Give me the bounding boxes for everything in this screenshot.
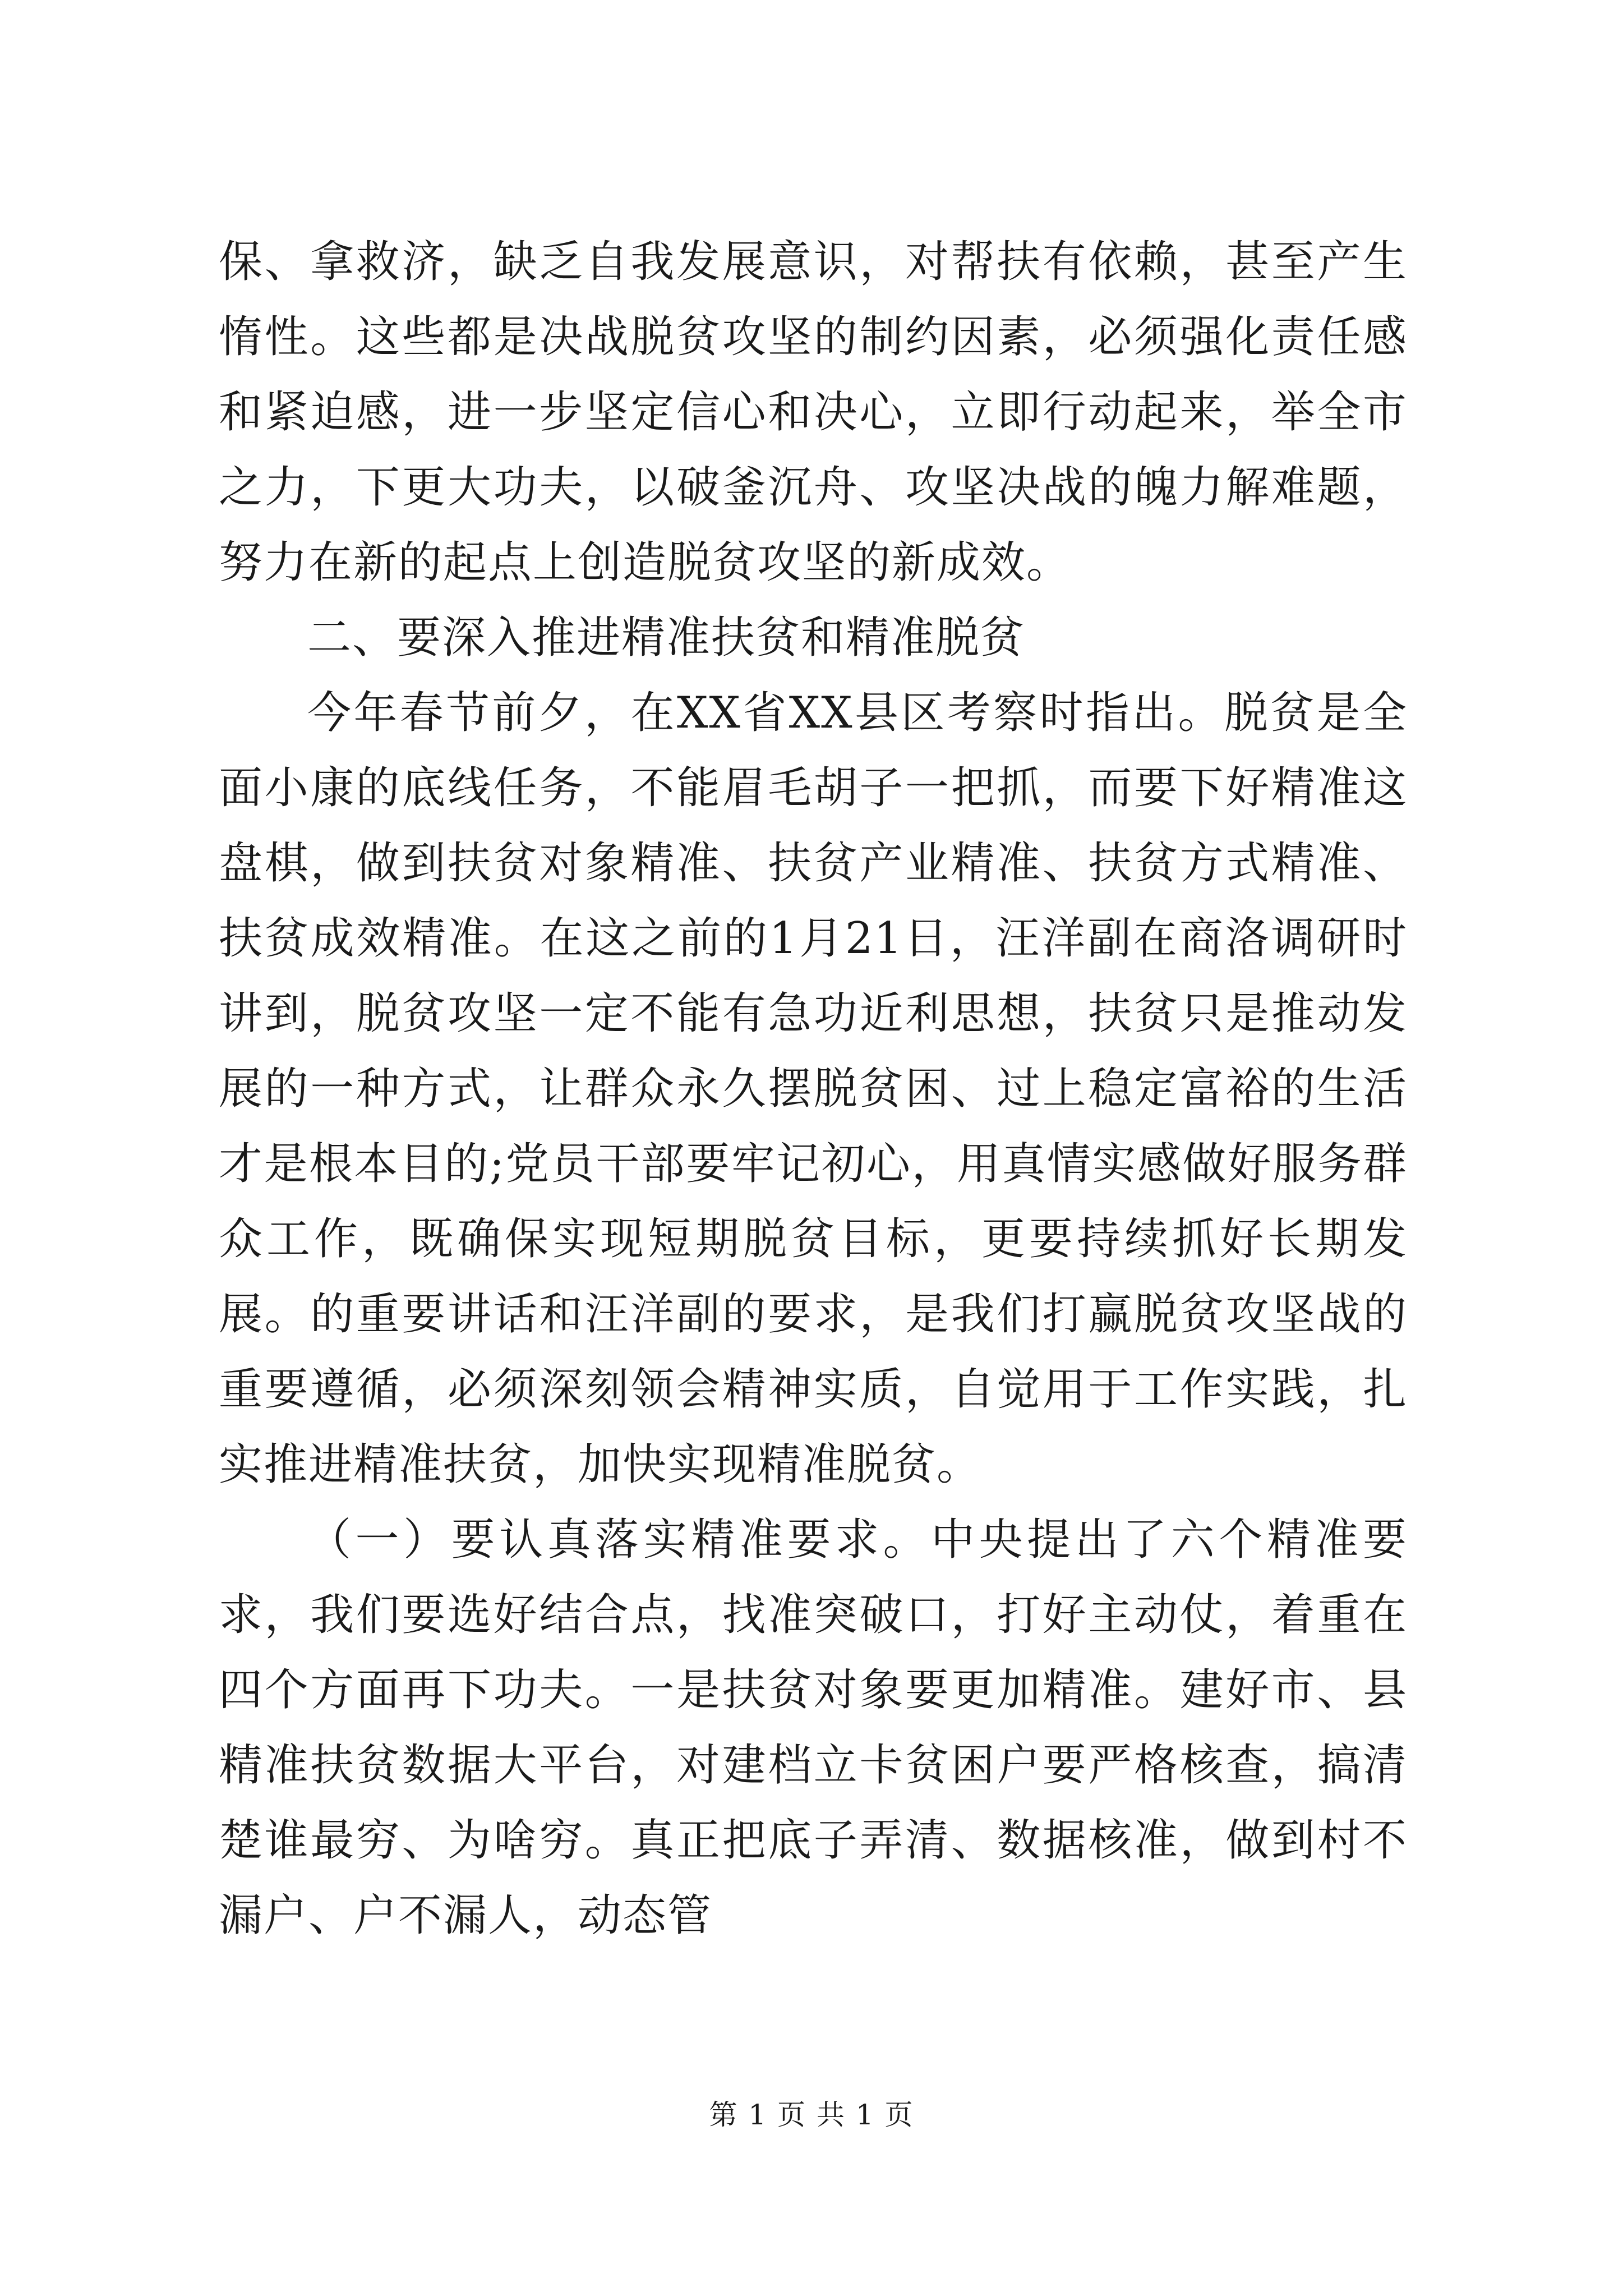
section-heading: 二、要深入推进精准扶贫和精准脱贫	[307, 613, 1026, 663]
paragraph-continuation: 保、拿救济，缺乏自我发展意识，对帮扶有依赖，甚至产生惰性。这些都是决战脱贫攻坚的制约因素，必须强化责任感和紧迫感，进一步坚定信心和决心，立即行动起来，举全市之力，下更大功夫，以破釜沉舟、攻坚决战的魄力解难题，努力在新的起点上创造脱贫攻坚的新成效。	[219, 237, 1408, 588]
page-footer: 第 1 页 共 1 页	[709, 2099, 914, 2131]
paragraph-precision-requirements: （一）要认真落实精准要求。中央提出了六个精准要求，我们要选好结合点，找准突破口，打好主动仗，着重在四个方面再下功夫。一是扶贫对象要更加精准。建好市、县精准扶贫数据大平台，对建档立卡贫困户要严格核查，搞清楚谁最穷、为啥穷。真正把底子弄清、数据核准，做到村不漏户、户不漏人，动态管	[219, 1515, 1408, 1941]
paragraph-spring-festival: 今年春节前夕，在XX省XX县区考察时指出。脱贫是全面小康的底线任务，不能眉毛胡子一把抓，而要下好精准这盘棋，做到扶贫对象精准、扶贫产业精准、扶贫方式精准、扶贫成效精准。在这之前的1月21日，汪洋副在商洛调研时讲到，脱贫攻坚一定不能有急功近利思想，扶贫只是推动发展的一种方式，让群众永久摆脱贫困、过上稳定富裕的生活才是根本目的;党员干部要牢记初心，用真情实感做好服务群众工作，既确保实现短期脱贫目标，更要持续抓好长期发展。的重要讲话和汪洋副的要求，是我们打赢脱贫攻坚战的重要遵循，必须深刻领会精神实质，自觉用于工作实践，扎实推进精准扶贫，加快实现精准脱贫。	[219, 688, 1408, 1490]
document-body	[219, 224, 1408, 1953]
